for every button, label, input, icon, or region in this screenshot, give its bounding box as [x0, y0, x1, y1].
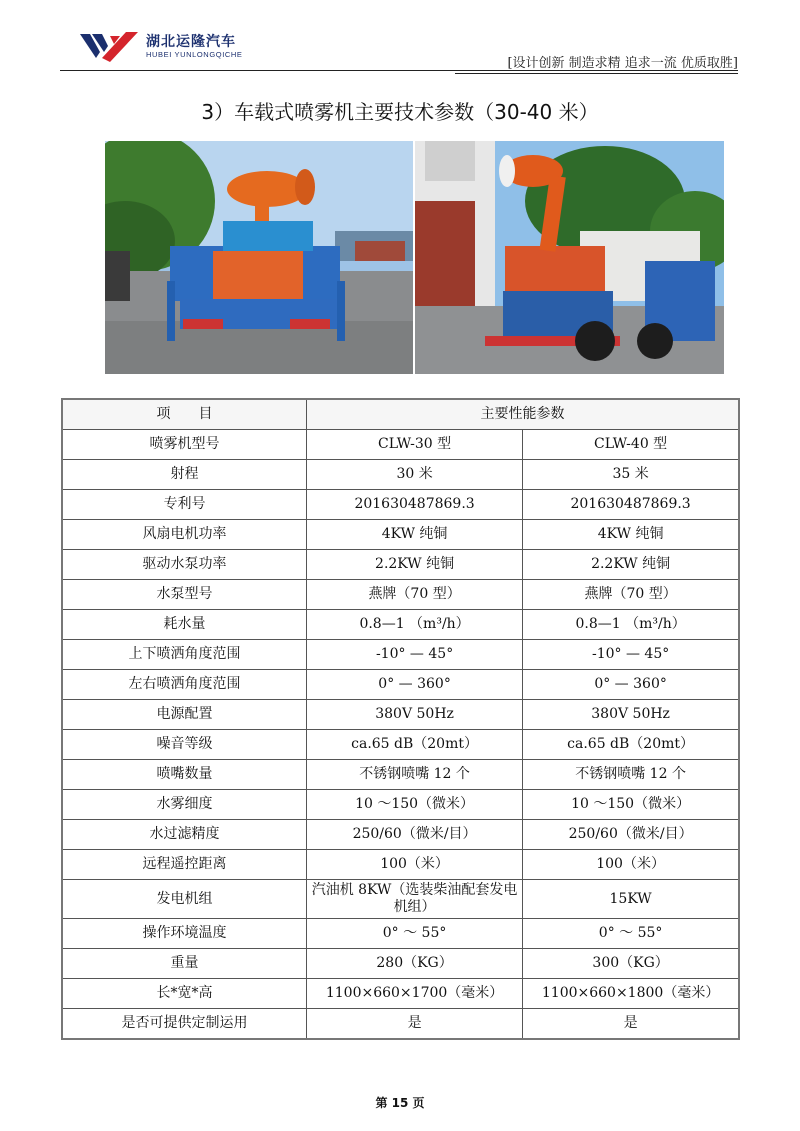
row-label: 发电机组: [62, 880, 306, 919]
cell-clw40: 35 米: [523, 460, 739, 490]
cell-clw30: 100（米）: [306, 850, 522, 880]
row-label: 电源配置: [62, 700, 306, 730]
truck-side-photo: [415, 141, 724, 374]
cell-clw30: 280（KG）: [306, 949, 522, 979]
cell-clw30: 燕牌（70 型）: [306, 580, 522, 610]
table-row: [62, 700, 739, 730]
table-row: [62, 670, 739, 700]
row-label: 远程遥控距离: [62, 850, 306, 880]
cell-clw30: 0° ～ 55°: [306, 919, 522, 949]
table-row: [62, 550, 739, 580]
table-row: [62, 1009, 739, 1040]
row-label: 驱动水泵功率: [62, 550, 306, 580]
cell-clw40: 0.8—1 （m³/h）: [523, 610, 739, 640]
table-row: [62, 949, 739, 979]
table-row: [62, 730, 739, 760]
cell-clw30: ca.65 dB（20mt）: [306, 730, 522, 760]
row-label: 操作环境温度: [62, 919, 306, 949]
cell-clw40: 不锈钢喷嘴 12 个: [523, 760, 739, 790]
row-label: 喷嘴数量: [62, 760, 306, 790]
row-label: 重量: [62, 949, 306, 979]
cell-clw40: 100（米）: [523, 850, 739, 880]
row-label: 噪音等级: [62, 730, 306, 760]
cell-clw40: 201630487869.3: [523, 490, 739, 520]
cell-clw40: 2.2KW 纯铜: [523, 550, 739, 580]
row-label: 射程: [62, 460, 306, 490]
cell-clw40: 4KW 纯铜: [523, 520, 739, 550]
table-row: [62, 580, 739, 610]
table-row: [62, 919, 739, 949]
cell-clw40: 250/60（微米/目）: [523, 820, 739, 850]
cell-clw30: 2.2KW 纯铜: [306, 550, 522, 580]
table-row: [62, 520, 739, 550]
cell-clw40: 10 ～150（微米）: [523, 790, 739, 820]
cell-clw40: 1100×660×1800（毫米）: [523, 979, 739, 1009]
cell-clw30: 0.8—1 （m³/h）: [306, 610, 522, 640]
cell-clw30: 201630487869.3: [306, 490, 522, 520]
section-title: 3）车载式喷雾机主要技术参数（30-40 米）: [201, 100, 599, 124]
cell-clw30: -10° — 45°: [306, 640, 522, 670]
table-row: [62, 610, 739, 640]
cell-clw30: 0° — 360°: [306, 670, 522, 700]
row-label: 专利号: [62, 490, 306, 520]
row-label: 上下喷洒角度范围: [62, 640, 306, 670]
cell-clw30: 4KW 纯铜: [306, 520, 522, 550]
truck-rear-photo: [105, 141, 413, 374]
table-row: [62, 460, 739, 490]
cell-clw30: CLW-30 型: [306, 430, 522, 460]
table-row: [62, 979, 739, 1009]
company-slogan: [设计创新 制造求精 追求一流 优质取胜]: [507, 56, 738, 71]
company-name-en: HUBEI YUNLONGQICHE: [146, 50, 243, 59]
row-label: 风扇电机功率: [62, 520, 306, 550]
table-row: [62, 820, 739, 850]
cell-clw30: 1100×660×1700（毫米）: [306, 979, 522, 1009]
cell-clw40: 是: [523, 1009, 739, 1040]
row-label: 是否可提供定制运用: [62, 1009, 306, 1040]
table-header-row: [62, 399, 739, 430]
row-label: 耗水量: [62, 610, 306, 640]
table-row: [62, 790, 739, 820]
cell-clw30: 30 米: [306, 460, 522, 490]
header-params: 主要性能参数: [306, 399, 739, 430]
company-logo: [80, 30, 140, 64]
spec-table: [61, 398, 740, 1040]
cell-clw40: 380V 50Hz: [523, 700, 739, 730]
row-label: 左右喷洒角度范围: [62, 670, 306, 700]
row-label: 喷雾机型号: [62, 430, 306, 460]
cell-clw30: 是: [306, 1009, 522, 1040]
cell-clw40: 燕牌（70 型）: [523, 580, 739, 610]
row-label: 水泵型号: [62, 580, 306, 610]
cell-clw30: 10 ～150（微米）: [306, 790, 522, 820]
company-name-cn: 湖北运隆汽车: [146, 34, 236, 50]
row-label: 长*宽*高: [62, 979, 306, 1009]
table-row: [62, 760, 739, 790]
cell-clw40: CLW-40 型: [523, 430, 739, 460]
table-row: [62, 640, 739, 670]
cell-clw40: 0° ～ 55°: [523, 919, 739, 949]
table-row: [62, 880, 739, 919]
row-label: 水雾细度: [62, 790, 306, 820]
header-rule: [60, 70, 738, 71]
slogan-rule: [455, 73, 738, 74]
cell-clw40: 0° — 360°: [523, 670, 739, 700]
cell-clw30: 380V 50Hz: [306, 700, 522, 730]
cell-clw30: 250/60（微米/目）: [306, 820, 522, 850]
page-number: 第 15 页: [375, 1096, 425, 1110]
cell-clw30: 汽油机 8KW（选装柴油配套发电机组）: [306, 880, 522, 919]
cell-clw40: 15KW: [523, 880, 739, 919]
cell-clw30: 不锈钢喷嘴 12 个: [306, 760, 522, 790]
cell-clw40: 300（KG）: [523, 949, 739, 979]
table-row: [62, 430, 739, 460]
cell-clw40: -10° — 45°: [523, 640, 739, 670]
table-row: [62, 490, 739, 520]
header-item: 项 目: [62, 399, 306, 430]
cell-clw40: ca.65 dB（20mt）: [523, 730, 739, 760]
row-label: 水过滤精度: [62, 820, 306, 850]
table-row: [62, 850, 739, 880]
